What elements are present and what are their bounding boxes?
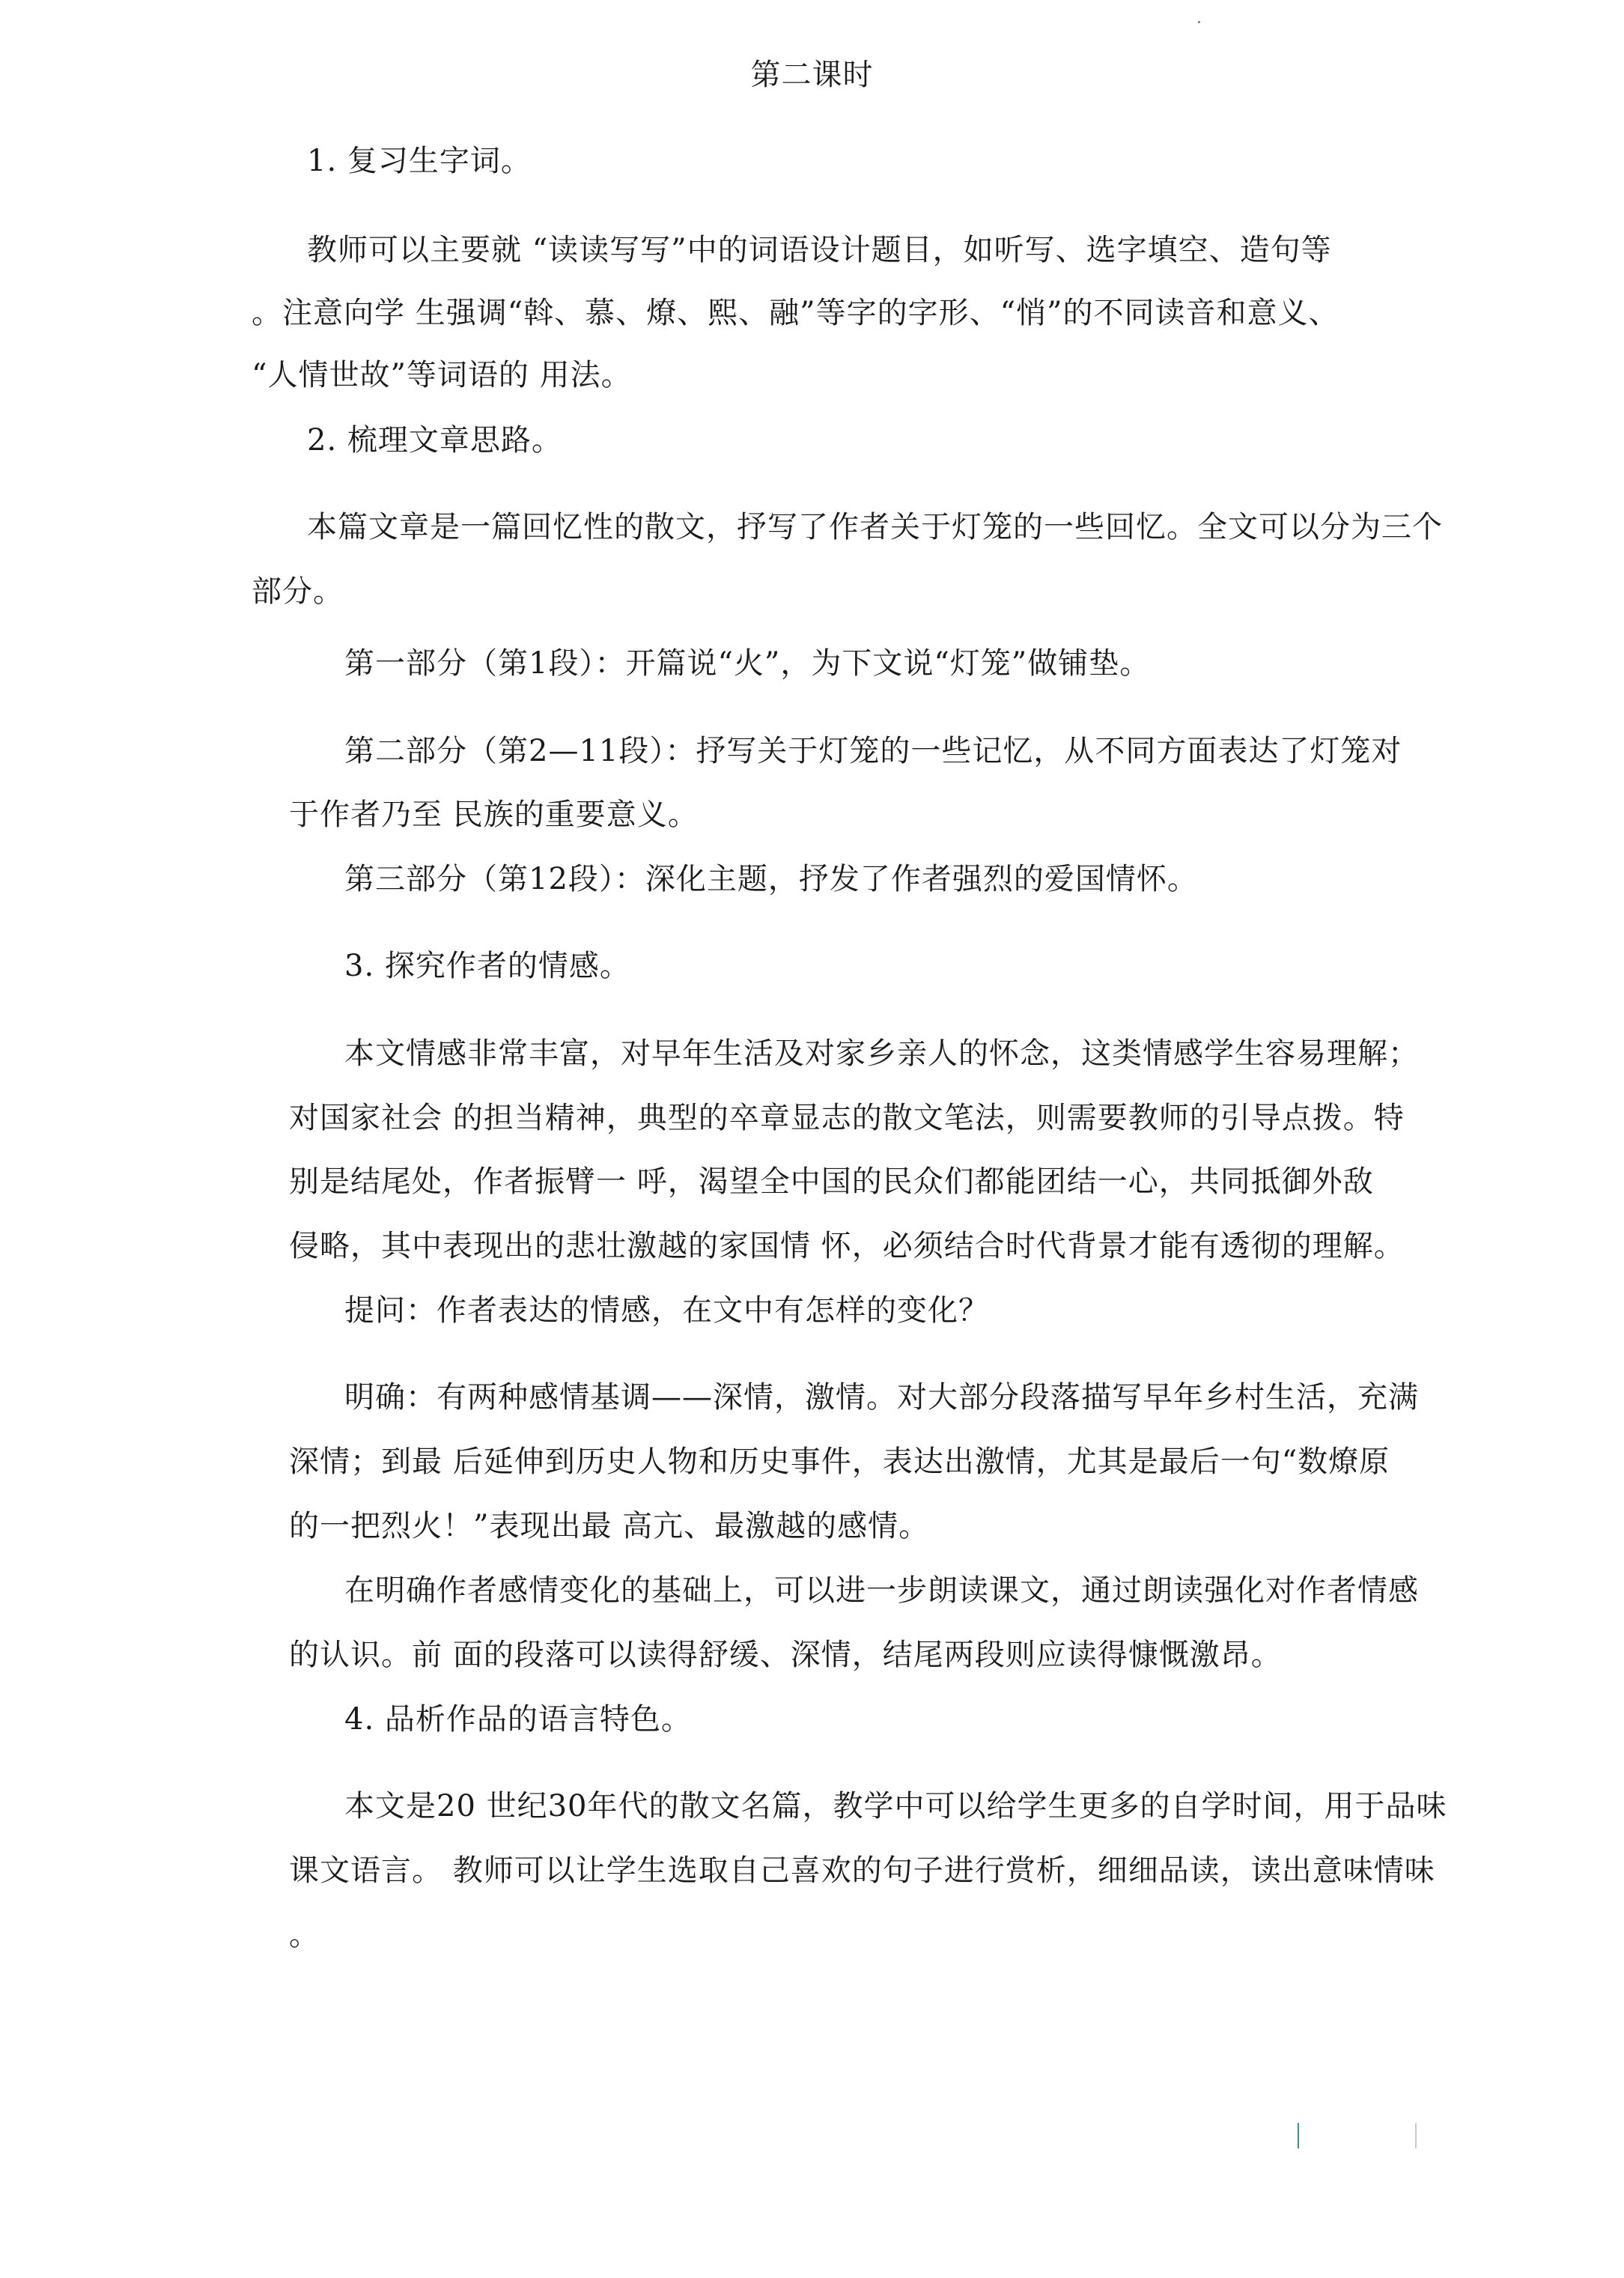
paragraph-line: 部分。: [252, 574, 344, 609]
paragraph-line: 对国家社会 的担当精神，典型的卒章显志的散文笔法，则需要教师的引导点拨。特: [289, 1101, 1405, 1135]
paragraph-line: 本文是20 世纪30年代的散文名篇，教学中可以给学生更多的自学时间，用于品味: [344, 1789, 1447, 1823]
paragraph-line: “人情世故”等词语的 用法。: [252, 358, 632, 392]
paragraph-line: 本文情感非常丰富，对早年生活及对家乡亲人的怀念，这类情感学生容易理解；: [344, 1036, 1419, 1071]
paragraph-line: 的一把烈火！”表现出最 高亢、最激越的感情。: [289, 1509, 930, 1543]
item-4-heading: 4. 品析作品的语言特色。: [344, 1702, 692, 1737]
paragraph-line: 提问：作者表达的情感，在文中有怎样的变化？: [344, 1293, 989, 1328]
paragraph-line: 本篇文章是一篇回忆性的散文，抒写了作者关于灯笼的一些回忆。全文可以分为三个: [307, 510, 1443, 544]
paragraph-line: 教师可以主要就 “读读写写”中的词语设计题目，如听写、选字填空、造句等: [307, 233, 1332, 267]
paragraph-line: 第三部分（第12段）：深化主题，抒发了作者强烈的爱国情怀。: [344, 862, 1198, 896]
paragraph-line: 侵略，其中表现出的悲壮激越的家国情 怀，必须结合时代背景才能有透彻的理解。: [289, 1229, 1405, 1263]
margin-mark: [1298, 2123, 1299, 2148]
page-title: 第二课时: [750, 58, 874, 92]
paragraph-line: 第一部分（第1段）：开篇说“火”，为下文说“灯笼”做铺垫。: [344, 646, 1151, 681]
paragraph-line: 别是结尾处，作者振臂一 呼，渴望全中国的民众们都能团结一心，共同抵御外敌: [289, 1164, 1374, 1199]
paragraph-line: 明确：有两种感情基调——深情，激情。对大部分段落描写早年乡村生活，充满: [344, 1380, 1419, 1415]
item-3-heading: 3. 探究作者的情感。: [344, 949, 630, 983]
paragraph-line: 于作者乃至 民族的重要意义。: [289, 798, 699, 832]
paragraph-line: 。: [289, 1918, 320, 1952]
item-2-heading: 2. 梳理文章思路。: [307, 423, 562, 458]
paragraph-line: 的认识。前 面的段落可以读得舒缓、深情，结尾两段则应读得慷慨激昂。: [289, 1638, 1282, 1672]
paragraph-line: 深情；到最 后延伸到历史人物和历史事件，表达出激情，尤其是最后一句“数燎原: [289, 1445, 1390, 1479]
margin-mark: [1415, 2123, 1417, 2148]
paragraph-line: 课文语言。 教师可以让学生选取自己喜欢的句子进行赏析，细细品读，读出意味情味: [289, 1853, 1435, 1888]
item-1-heading: 1. 复习生字词。: [307, 144, 532, 178]
scan-speck: [1198, 21, 1200, 23]
paragraph-line: 。注意向学 生强调“斡、慕、燎、熙、融”等字的字形、“悄”的不同读音和意义、: [252, 296, 1339, 330]
paragraph-line: 在明确作者感情变化的基础上，可以进一步朗读课文，通过朗读强化对作者情感: [344, 1573, 1419, 1608]
paragraph-line: 第二部分（第2—11段）：抒写关于灯笼的一些记忆，从不同方面表达了灯笼对: [344, 734, 1402, 768]
